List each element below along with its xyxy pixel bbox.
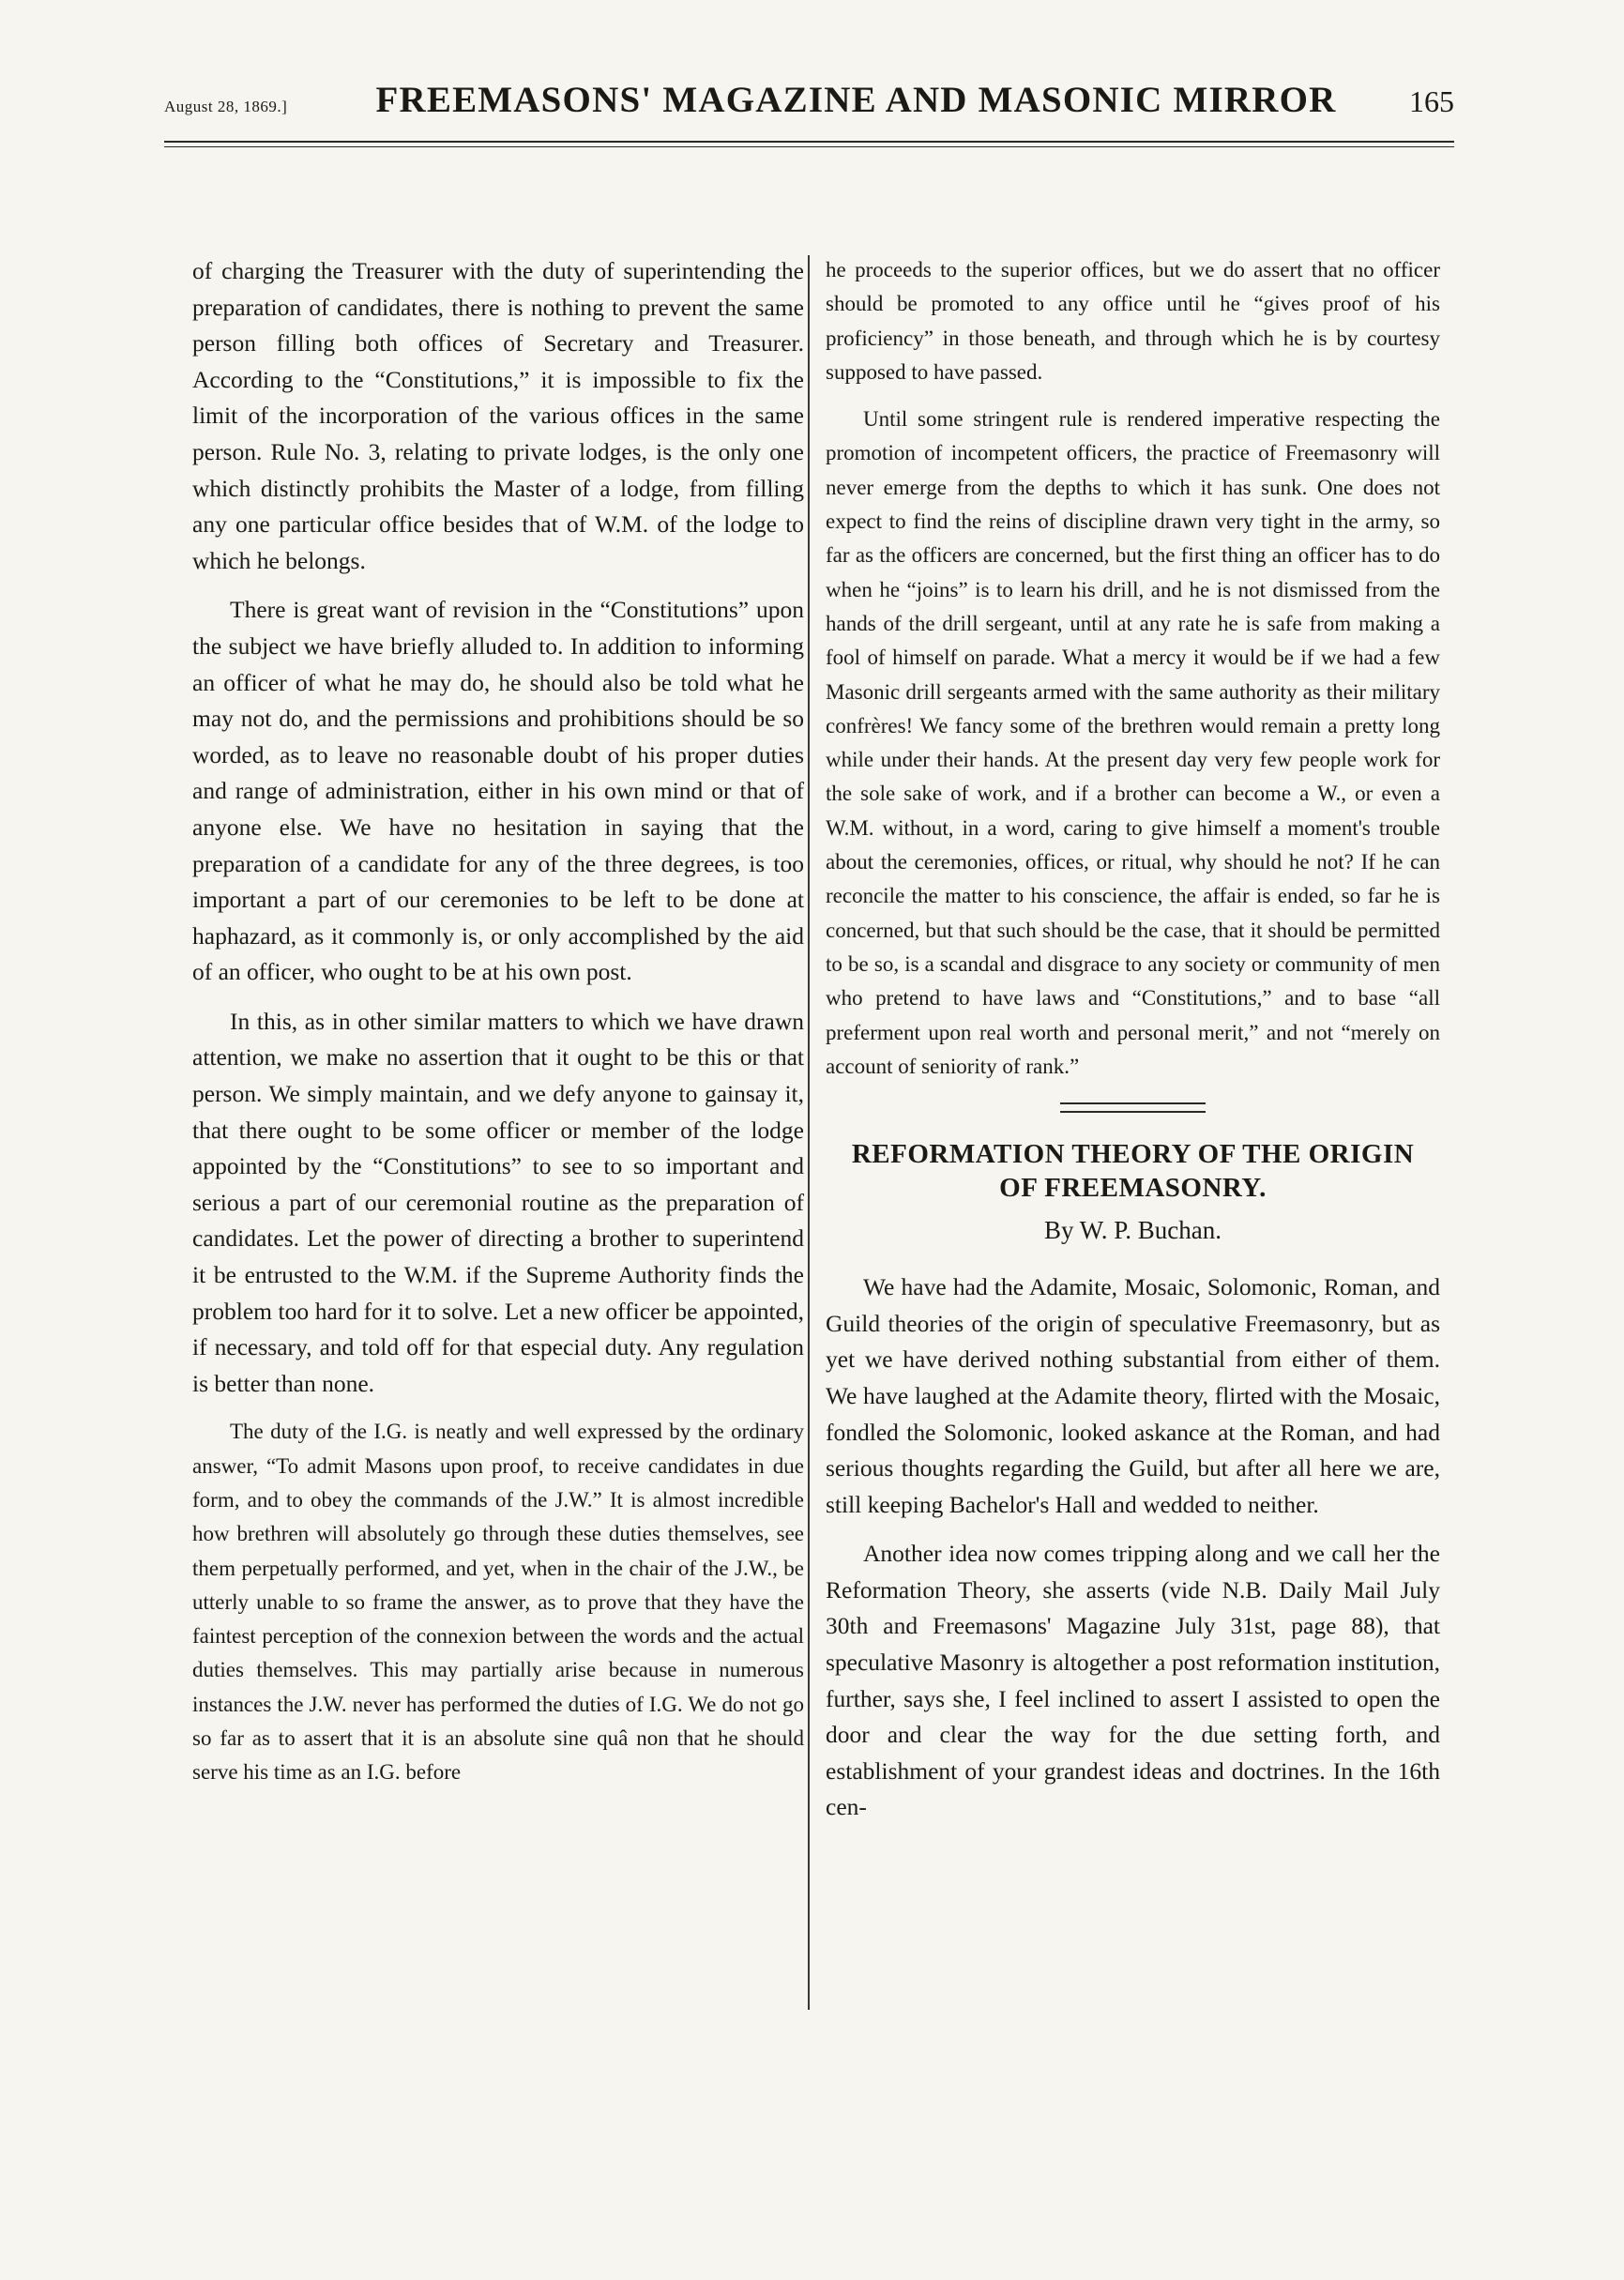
header-rule	[164, 141, 1454, 143]
article-title-line-1: REFORMATION THEORY OF THE ORIGIN	[851, 1139, 1415, 1170]
column-divider	[808, 255, 810, 2010]
paragraph: There is great want of revision in the “Constitutions” upon the subject we have briefly alluded to. In addition to informing an officer of what he may do, he should also be told what he may not do, and the permissions and prohibitions should be so worded, as to leave no reasonable doubt of his proper duties and range of administration, either in his own mind or that of anyone else. We have no hesitation in saying that the preparation of a candidate for any of the three degrees, is too important a part of our ceremonies to be left to be done at haphazard, as it commonly is, or only accomplished by the aid of an officer, who ought to be at his own post.	[192, 596, 804, 986]
article-title-line-2: OF FREEMASONRY.	[999, 1173, 1267, 1204]
paragraph: The duty of the I.G. is neatly and well expressed by the ordinary answer, “To admit Masons upon proof, to receive candidates in due form, and to obey the commands of the J.W.” It is almost incredible how brethren will absolutely go through these duties themselves, see them perpetually performed, and yet, when in the chair of the J.W., be utterly unable to so frame the answer, as to prove that they have the faintest perception of the connexion between the words and the actual duties themselves. This may partially arise because in numerous instances the J.W. never has performed the duties of I.G. We do not go so far as to assert that it is an absolute sine quâ non that he should serve his time as an I.G. before	[192, 1420, 804, 1785]
paragraph: In this, as in other similar matters to which we have drawn attention, we make no assertion that it ought to be this or that person. We simply maintain, and we defy anyone to gainsay it, that there ought to be some officer or member of the lodge appointed by the “Constitutions” to see to so important and serious a part of our ceremonial routine as the preparation of candidates. Let the power of directing a brother to superintend it be entrusted to the W.M. if the Supreme Authority finds the problem too hard for it to solve. Let a new officer be appointed, if necessary, and told off for that especial duty. Any regulation is better than none.	[192, 1007, 804, 1397]
paragraph: he proceeds to the superior offices, but we do assert that no officer should be promoted to any office until he “gives proof of his proficiency” in those beneath, and through which he is by courtesy supposed to have passed.	[826, 258, 1440, 384]
running-header	[164, 79, 1454, 135]
paragraph: Another idea now comes tripping along and we call her the Reformation Theory, she asserts (vide N.B. Daily Mail July 30th and Freemasons' Magazine July 31st, page 88), that speculative Masonry is altogether a post reformation institution, further, says she, I feel inclined to assert I assisted to open the door and clear the way for the due setting forth, and establishment of your grandest ideas and doctrines. In the 16th cen-	[826, 1540, 1440, 1821]
section-separator	[1060, 1102, 1206, 1113]
article-title	[826, 1137, 1440, 1205]
paragraph: of charging the Treasurer with the duty of superintending the preparation of candidates, there is nothing to prevent the same person filling both offices of Secretary and Treasurer. According to the “Constitutions,” it is impossible to fix the limit of the incorporation of the various offices in the same person. Rule No. 3, relating to private lodges, is the only one which distinctly prohibits the Master of a lodge, from filling any one particular office besides that of W.M. of the lodge to which he belongs.	[192, 257, 804, 574]
right-column	[826, 253, 1440, 1839]
header-rule-secondary	[164, 146, 1454, 147]
paragraph: We have had the Adamite, Mosaic, Solomonic, Roman, and Guild theories of the origin of speculative Freemasonry, but as yet we have derived nothing substantial from either of them. We have laughed at the Adamite theory, flirted with the Mosaic, fondled the Solomonic, looked askance at the Roman, and had serious thoughts regarding the Guild, but after all here we are, still keeping Bachelor's Hall and wedded to neither.	[826, 1273, 1440, 1518]
left-column	[192, 253, 804, 1803]
article-byline: By W. P. Buchan.	[1043, 1216, 1222, 1245]
page-number: 165	[1409, 84, 1454, 118]
publication-title: FREEMASONS' MAGAZINE AND MASONIC MIRROR	[375, 80, 1337, 120]
paragraph: Until some stringent rule is rendered imperative respecting the promotion of incompetent officers, the practice of Freemasonry will never emerge from the depths to which it has sunk. One does not expect to find the reins of discipline drawn very tight in the army, so far as the officers are concerned, but the first thing an officer has to do when he “joins” is to learn his drill, and he is not dismissed from the hands of the drill sergeant, until at any rate he is safe from making a fool of himself on parade. What a mercy it would be if we had a few Masonic drill sergeants armed with the same authority as their military confrères! We fancy some of the brethren would remain a pretty long while under their hands. At the present day very few people work for the sole sake of work, and if a brother can become a W., or even a W.M. without, in a word, caring to give himself a moment's trouble about the ceremonies, offices, or ritual, why should he not? If he can reconcile the matter to his conscience, the affair is ended, so far he is concerned, but that such should be the case, that it should be permitted to be so, is a scandal and disgrace to any society or community of men who pretend to have laws and “Constitutions,” and to base “all preferment upon real worth and personal merit,” and not “merely on account of seniority of rank.”	[826, 407, 1440, 1078]
issue-date: August 28, 1869.]	[164, 98, 288, 115]
